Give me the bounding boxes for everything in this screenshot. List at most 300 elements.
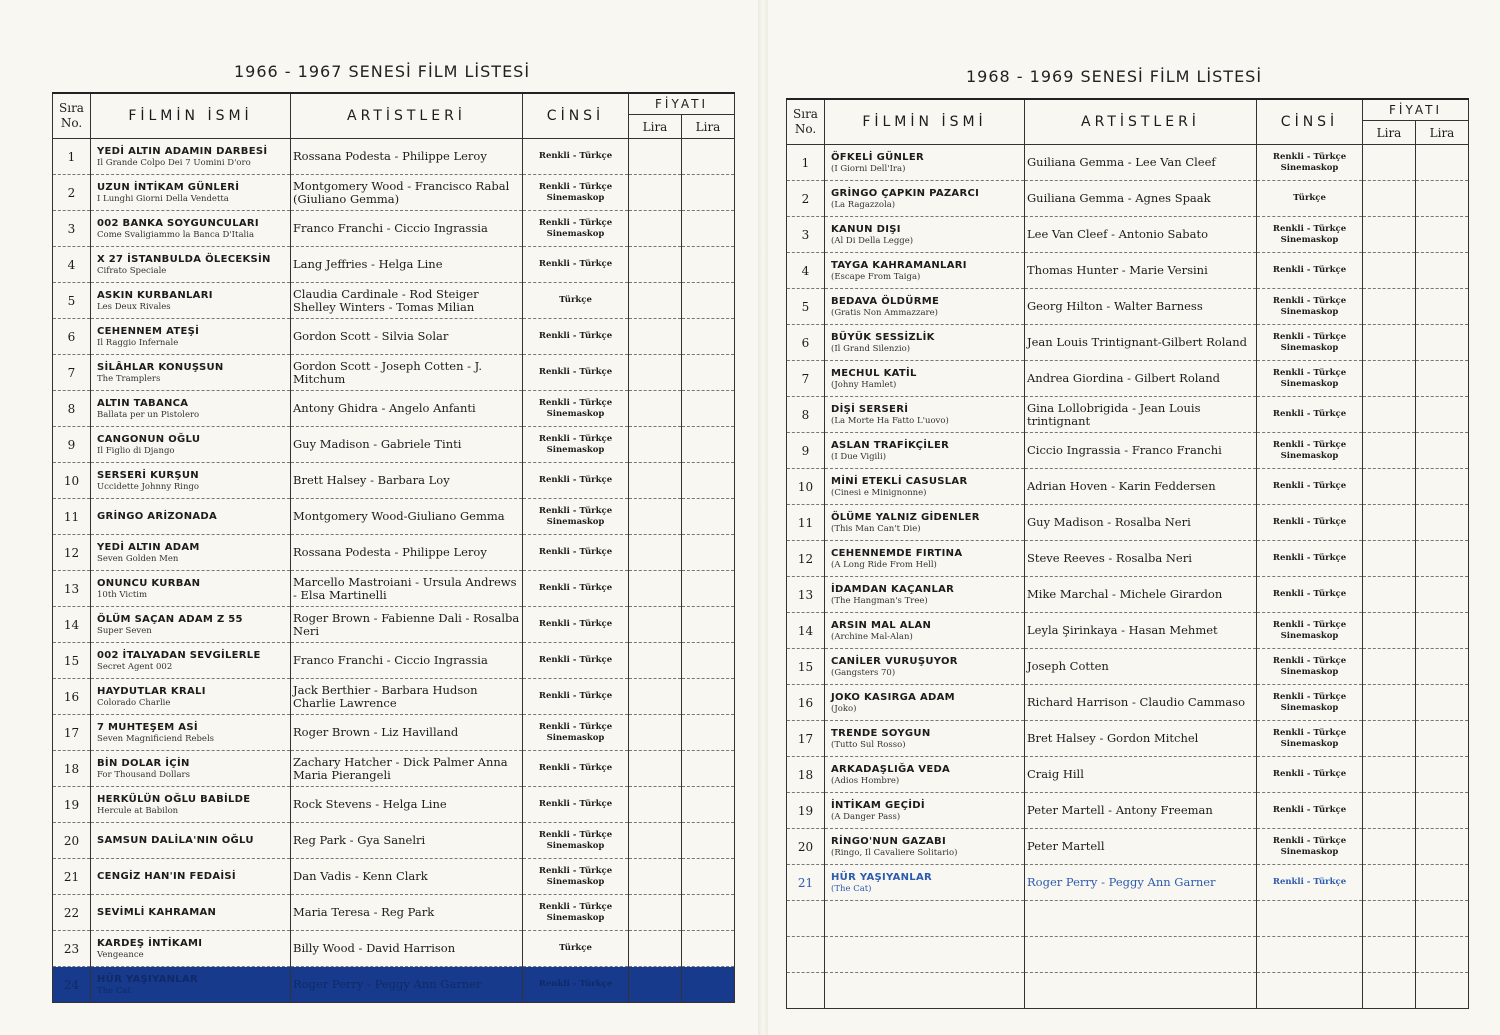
- film-type: Renkli - Türkçe: [1272, 295, 1347, 306]
- film-type: Renkli - Türkçe: [538, 763, 613, 773]
- film-title-cell: [91, 247, 291, 283]
- film-format: Sinemaskop: [546, 516, 605, 527]
- film-artists: Guiliana Gemma - Agnes Spaak: [1025, 181, 1257, 217]
- table-row: [53, 751, 735, 787]
- film-title: HÜR YAŞIYANLAR: [97, 973, 199, 985]
- price-cell: [682, 355, 735, 391]
- price-cell: [682, 535, 735, 571]
- film-type: Renkli - Türkçe: [538, 433, 613, 444]
- film-type: Renkli - Türkçe: [1272, 589, 1347, 599]
- price-cell: [1416, 541, 1469, 577]
- film-type: Renkli - Türkçe: [1272, 481, 1347, 491]
- row-number: 21: [787, 865, 825, 901]
- empty-cell: [1363, 973, 1416, 1009]
- film-title-cell: [825, 469, 1025, 505]
- table-row: [787, 901, 1469, 937]
- film-title: HERKÜLÜN OĞLU BABİLDE: [97, 793, 251, 805]
- film-title-cell: [91, 787, 291, 823]
- price-cell: [629, 391, 682, 427]
- price-cell: [1363, 469, 1416, 505]
- film-title-cell: [91, 643, 291, 679]
- table-row: [787, 721, 1469, 757]
- empty-cell: [787, 901, 825, 937]
- header-sira: Sıra: [59, 101, 84, 115]
- film-type: Renkli - Türkçe: [538, 691, 613, 701]
- film-title-cell: [825, 181, 1025, 217]
- film-title: 002 BANKA SOYGUNCULARI: [97, 217, 259, 229]
- film-artists: Antony Ghidra - Angelo Anfanti: [291, 391, 523, 427]
- table-row: [53, 139, 735, 175]
- film-type: Renkli - Türkçe: [538, 151, 613, 161]
- price-cell: [629, 931, 682, 967]
- row-number: 11: [787, 505, 825, 541]
- film-original-title: I Lunghi Giorni Della Vendetta: [97, 193, 229, 204]
- film-title-cell: [91, 319, 291, 355]
- film-type: Renkli - Türkçe: [1272, 769, 1347, 779]
- film-type-cell: [1257, 289, 1363, 325]
- price-cell: [1363, 361, 1416, 397]
- film-artists: Marcello Mastroiani - Ursula Andrews - Elsa Martinelli: [291, 571, 523, 607]
- film-type-cell: [523, 607, 629, 643]
- row-number: 18: [53, 751, 91, 787]
- film-title-cell: [825, 433, 1025, 469]
- film-original-title: Seven Golden Men: [97, 553, 179, 564]
- film-original-title: (Joko): [831, 703, 857, 714]
- table-row: [53, 247, 735, 283]
- row-number: 5: [53, 283, 91, 319]
- film-original-title: Come Svaligiammo la Banca D'Italia: [97, 229, 255, 240]
- film-type: Renkli - Türkçe: [1272, 805, 1347, 815]
- price-cell: [1363, 253, 1416, 289]
- row-number: 19: [787, 793, 825, 829]
- header-no: No.: [60, 116, 83, 130]
- table-row: [787, 937, 1469, 973]
- row-number: 6: [53, 319, 91, 355]
- film-artists: Peter Martell: [1025, 829, 1257, 865]
- film-type: Renkli - Türkçe: [1272, 367, 1347, 378]
- film-title-cell: [91, 859, 291, 895]
- row-number: 14: [53, 607, 91, 643]
- film-type: Renkli - Türkçe: [1272, 331, 1347, 342]
- row-number: 8: [53, 391, 91, 427]
- film-type-cell: [1257, 829, 1363, 865]
- price-cell: [629, 823, 682, 859]
- price-cell: [629, 571, 682, 607]
- film-artists: Brett Halsey - Barbara Loy: [291, 463, 523, 499]
- film-original-title: (Ringo, Il Cavaliere Solitario): [831, 847, 958, 858]
- row-number: 5: [787, 289, 825, 325]
- row-number: 14: [787, 613, 825, 649]
- table-row: [53, 931, 735, 967]
- row-number: 13: [787, 577, 825, 613]
- table-row: [53, 283, 735, 319]
- header-cinsi: CİNSİ: [523, 93, 629, 139]
- right-table-body: [787, 145, 1469, 1009]
- price-cell: [1416, 469, 1469, 505]
- price-cell: [1416, 289, 1469, 325]
- price-cell: [1363, 397, 1416, 433]
- film-artists: Craig Hill: [1025, 757, 1257, 793]
- header-lira: Lira: [629, 115, 682, 139]
- film-original-title: Super Seven: [97, 625, 152, 636]
- price-cell: [1363, 325, 1416, 361]
- header-lira: Lira: [682, 115, 735, 139]
- film-title-cell: [825, 253, 1025, 289]
- price-cell: [682, 283, 735, 319]
- table-row: [53, 679, 735, 715]
- film-type: Renkli - Türkçe: [538, 397, 613, 408]
- film-original-title: Seven Magnificiend Rebels: [97, 733, 215, 744]
- film-title: MECHUL KATİL: [831, 367, 917, 379]
- row-number: 7: [53, 355, 91, 391]
- price-cell: [629, 751, 682, 787]
- film-format: Sinemaskop: [546, 912, 605, 923]
- row-number: 2: [787, 181, 825, 217]
- row-number: 4: [53, 247, 91, 283]
- film-type-cell: [523, 571, 629, 607]
- empty-cell: [1025, 973, 1257, 1009]
- film-title: CEHENNEM ATEŞİ: [97, 325, 200, 337]
- film-title: SAMSUN DALİLA'NIN OĞLU: [97, 834, 254, 846]
- price-cell: [1363, 505, 1416, 541]
- film-type-cell: [1257, 793, 1363, 829]
- table-row: [53, 787, 735, 823]
- film-type-cell: [1257, 181, 1363, 217]
- film-type: Renkli - Türkçe: [538, 217, 613, 228]
- film-format: Sinemaskop: [1280, 450, 1339, 461]
- table-row: [787, 253, 1469, 289]
- film-title-cell: [91, 967, 291, 1003]
- film-type-cell: [1257, 577, 1363, 613]
- film-original-title: (Archine Mal-Alan): [831, 631, 913, 642]
- film-original-title: (Cinesi e Minignonne): [831, 487, 927, 498]
- film-type-cell: [523, 535, 629, 571]
- row-number: 23: [53, 931, 91, 967]
- film-format: Sinemaskop: [546, 408, 605, 419]
- header-sira: Sıra: [793, 107, 818, 121]
- table-row: [53, 427, 735, 463]
- film-title: SERSERİ KURŞUN: [97, 469, 199, 481]
- film-artists: Roger Brown - Fabienne Dali - Rosalba Neri: [291, 607, 523, 643]
- row-number: 19: [53, 787, 91, 823]
- film-title: CANGONUN OĞLU: [97, 433, 201, 445]
- film-type-cell: [523, 931, 629, 967]
- film-title: HAYDUTLAR KRALI: [97, 685, 206, 697]
- film-artists: Rossana Podesta - Philippe Leroy: [291, 535, 523, 571]
- right-film-table: [786, 98, 1469, 1009]
- table-row: [53, 715, 735, 751]
- film-type-cell: [1257, 541, 1363, 577]
- table-row: [787, 685, 1469, 721]
- film-original-title: (This Man Can't Die): [831, 523, 921, 534]
- film-original-title: (Gangsters 70): [831, 667, 896, 678]
- film-title: ARKADAŞLIĞA VEDA: [831, 763, 951, 775]
- price-cell: [1363, 613, 1416, 649]
- empty-cell: [787, 973, 825, 1009]
- film-title: 7 MUHTEŞEM ASİ: [97, 721, 198, 733]
- film-type: Renkli - Türkçe: [538, 721, 613, 732]
- price-cell: [1363, 793, 1416, 829]
- film-type-cell: [523, 463, 629, 499]
- film-type-cell: [1257, 433, 1363, 469]
- film-type: Renkli - Türkçe: [538, 367, 613, 377]
- film-type: Renkli - Türkçe: [538, 865, 613, 876]
- film-title-cell: [825, 649, 1025, 685]
- film-title-cell: [91, 211, 291, 247]
- empty-cell: [1363, 901, 1416, 937]
- row-number: 15: [787, 649, 825, 685]
- header-lira: Lira: [1363, 121, 1416, 145]
- film-format: Sinemaskop: [546, 192, 605, 203]
- row-number: 22: [53, 895, 91, 931]
- film-artists: Jack Berthier - Barbara Hudson Charlie Lawrence: [291, 679, 523, 715]
- film-title-cell: [91, 571, 291, 607]
- film-type: Renkli - Türkçe: [538, 547, 613, 557]
- film-title: CENGİZ HAN'IN FEDAİSİ: [97, 870, 236, 882]
- price-cell: [629, 859, 682, 895]
- film-title-cell: [825, 541, 1025, 577]
- film-title: TAYGA KAHRAMANLARI: [831, 259, 967, 271]
- price-cell: [1416, 757, 1469, 793]
- film-artists: Lee Van Cleef - Antonio Sabato: [1025, 217, 1257, 253]
- film-format: Sinemaskop: [1280, 846, 1339, 857]
- film-format: Sinemaskop: [1280, 342, 1339, 353]
- header-cinsi: CİNSİ: [1257, 99, 1363, 145]
- price-cell: [1416, 253, 1469, 289]
- film-original-title: Il Grande Colpo Dei 7 Uomini D'oro: [97, 157, 251, 168]
- film-title-cell: [91, 607, 291, 643]
- row-number: 1: [53, 139, 91, 175]
- film-original-title: (Tutto Sul Rosso): [831, 739, 906, 750]
- header-film-name: FİLMİN İSMİ: [91, 93, 291, 139]
- film-original-title: (La Ragazzola): [831, 199, 896, 210]
- film-artists: Guy Madison - Rosalba Neri: [1025, 505, 1257, 541]
- film-artists: Rossana Podesta - Philippe Leroy: [291, 139, 523, 175]
- film-artists: Richard Harrison - Claudio Cammaso: [1025, 685, 1257, 721]
- film-format: Sinemaskop: [1280, 378, 1339, 389]
- table-row: [787, 505, 1469, 541]
- header-sira-no: [787, 99, 825, 145]
- row-number: 16: [53, 679, 91, 715]
- film-artists: Steve Reeves - Rosalba Neri: [1025, 541, 1257, 577]
- film-type-cell: [1257, 397, 1363, 433]
- film-type-cell: [523, 895, 629, 931]
- film-type-cell: [523, 643, 629, 679]
- film-type-cell: [523, 139, 629, 175]
- film-title-cell: [825, 145, 1025, 181]
- film-original-title: (Gratis Non Ammazzare): [831, 307, 938, 318]
- price-cell: [1363, 721, 1416, 757]
- film-type: Renkli - Türkçe: [538, 583, 613, 593]
- film-original-title: (The Hangman's Tree): [831, 595, 928, 606]
- film-original-title: Les Deux Rivales: [97, 301, 171, 312]
- row-number: 10: [53, 463, 91, 499]
- film-original-title: (The Cat): [831, 883, 872, 894]
- film-format: Sinemaskop: [546, 876, 605, 887]
- table-row: [53, 319, 735, 355]
- film-original-title: Il Figlio di Django: [97, 445, 175, 456]
- row-number: 20: [787, 829, 825, 865]
- row-number: 3: [787, 217, 825, 253]
- film-original-title: Hercule at Babilon: [97, 805, 179, 816]
- film-type: Türkçe: [559, 295, 592, 305]
- film-title: ÖLÜM SAÇAN ADAM Z 55: [97, 613, 243, 625]
- film-type-cell: [1257, 757, 1363, 793]
- row-number: 4: [787, 253, 825, 289]
- price-cell: [629, 175, 682, 211]
- table-row: [787, 145, 1469, 181]
- film-format: Sinemaskop: [1280, 234, 1339, 245]
- film-artists: Bret Halsey - Gordon Mitchel: [1025, 721, 1257, 757]
- row-number: 10: [787, 469, 825, 505]
- row-number: 2: [53, 175, 91, 211]
- film-type: Renkli - Türkçe: [1272, 409, 1347, 419]
- empty-cell: [825, 973, 1025, 1009]
- film-original-title: (Johny Hamlet): [831, 379, 897, 390]
- table-row: [787, 217, 1469, 253]
- film-artists: Gina Lollobrigida - Jean Louis trintignant: [1025, 397, 1257, 433]
- film-artists: Franco Franchi - Ciccio Ingrassia: [291, 643, 523, 679]
- price-cell: [682, 211, 735, 247]
- film-type-cell: [1257, 721, 1363, 757]
- header-film-name: FİLMİN İSMİ: [825, 99, 1025, 145]
- film-format: Sinemaskop: [546, 444, 605, 455]
- film-title: JOKO KASIRGA ADAM: [831, 691, 955, 703]
- price-cell: [629, 211, 682, 247]
- film-artists: Thomas Hunter - Marie Versini: [1025, 253, 1257, 289]
- film-title: YEDİ ALTIN ADAMIN DARBESİ: [97, 145, 268, 157]
- table-row: [53, 535, 735, 571]
- film-artists: Jean Louis Trintignant-Gilbert Roland: [1025, 325, 1257, 361]
- table-row: [53, 607, 735, 643]
- table-row: [787, 577, 1469, 613]
- film-title-cell: [825, 757, 1025, 793]
- film-artists: Gordon Scott - Joseph Cotten - J. Mitchum: [291, 355, 523, 391]
- film-title: ASKIN KURBANLARI: [97, 289, 213, 301]
- film-type: Renkli - Türkçe: [538, 655, 613, 665]
- film-type-cell: [1257, 361, 1363, 397]
- film-title-cell: [91, 823, 291, 859]
- price-cell: [682, 751, 735, 787]
- film-format: Sinemaskop: [1280, 162, 1339, 173]
- film-type: Türkçe: [1293, 193, 1326, 203]
- empty-cell: [787, 937, 825, 973]
- price-cell: [629, 895, 682, 931]
- table-row: [53, 391, 735, 427]
- price-cell: [682, 715, 735, 751]
- table-row: [787, 181, 1469, 217]
- film-title: KANUN DIŞI: [831, 223, 901, 235]
- price-cell: [629, 355, 682, 391]
- film-type-cell: [523, 859, 629, 895]
- film-artists: Joseph Cotten: [1025, 649, 1257, 685]
- film-title-cell: [825, 325, 1025, 361]
- price-cell: [629, 643, 682, 679]
- price-cell: [1416, 721, 1469, 757]
- price-cell: [629, 139, 682, 175]
- row-number: 13: [53, 571, 91, 607]
- row-number: 11: [53, 499, 91, 535]
- film-title: CEHENNEMDE FIRTINA: [831, 547, 963, 559]
- price-cell: [629, 535, 682, 571]
- row-number: 21: [53, 859, 91, 895]
- film-title: ASLAN TRAFİKÇİLER: [831, 439, 950, 451]
- film-type: Renkli - Türkçe: [538, 331, 613, 341]
- price-cell: [682, 175, 735, 211]
- price-cell: [1363, 433, 1416, 469]
- film-original-title: (I Giorni Dell'Ira): [831, 163, 906, 174]
- film-title-cell: [825, 793, 1025, 829]
- film-artists: Leyla Şirinkaya - Hasan Mehmet: [1025, 613, 1257, 649]
- film-artists: Mike Marchal - Michele Girardon: [1025, 577, 1257, 613]
- film-type: Renkli - Türkçe: [1272, 553, 1347, 563]
- price-cell: [1363, 649, 1416, 685]
- film-artists: Ciccio Ingrassia - Franco Franchi: [1025, 433, 1257, 469]
- film-type: Renkli - Türkçe: [1272, 619, 1347, 630]
- film-type-cell: [523, 751, 629, 787]
- film-type: Renkli - Türkçe: [538, 181, 613, 192]
- film-title-cell: [825, 361, 1025, 397]
- row-number: 24: [53, 967, 91, 1003]
- film-title-cell: [825, 397, 1025, 433]
- film-type-cell: [523, 319, 629, 355]
- table-row: [787, 541, 1469, 577]
- film-title: SEVİMLİ KAHRAMAN: [97, 906, 217, 918]
- price-cell: [1416, 613, 1469, 649]
- price-cell: [1416, 649, 1469, 685]
- film-artists: Maria Teresa - Reg Park: [291, 895, 523, 931]
- film-title: SİLÂHLAR KONUŞSUN: [97, 361, 224, 373]
- row-number: 9: [53, 427, 91, 463]
- table-row: [787, 433, 1469, 469]
- empty-cell: [1257, 973, 1363, 1009]
- table-row: [787, 793, 1469, 829]
- film-type-cell: [1257, 469, 1363, 505]
- film-title: GRİNGO ÇAPKIN PAZARCI: [831, 187, 980, 199]
- header-no: No.: [794, 122, 817, 136]
- film-title: UZUN İNTİKAM GÜNLERİ: [97, 181, 240, 193]
- film-original-title: Colorado Charlie: [97, 697, 171, 708]
- table-row: [53, 859, 735, 895]
- film-type: Renkli - Türkçe: [1272, 223, 1347, 234]
- film-original-title: (Il Grand Silenzio): [831, 343, 911, 354]
- film-type: Renkli - Türkçe: [538, 901, 613, 912]
- price-cell: [1416, 685, 1469, 721]
- film-type-cell: [523, 499, 629, 535]
- film-title-cell: [825, 721, 1025, 757]
- right-page-title: 1968 - 1969 SENESİ FİLM LİSTESİ: [966, 67, 1263, 86]
- film-type: Renkli - Türkçe: [1272, 655, 1347, 666]
- film-title: ÖLÜME YALNIZ GİDENLER: [831, 511, 980, 523]
- price-cell: [1363, 217, 1416, 253]
- film-title: BEDAVA ÖLDÜRME: [831, 295, 940, 307]
- film-type: Türkçe: [559, 943, 592, 953]
- empty-cell: [1025, 901, 1257, 937]
- row-number: 15: [53, 643, 91, 679]
- table-row: [53, 175, 735, 211]
- film-original-title: Vengeance: [97, 949, 144, 960]
- price-cell: [682, 931, 735, 967]
- film-original-title: (Al Di Della Legge): [831, 235, 914, 246]
- film-title: YEDİ ALTIN ADAM: [97, 541, 200, 553]
- film-artists: Montgomery Wood-Giuliano Gemma: [291, 499, 523, 535]
- film-title: ONUNCU KURBAN: [97, 577, 201, 589]
- film-artists: Guy Madison - Gabriele Tinti: [291, 427, 523, 463]
- film-original-title: For Thousand Dollars: [97, 769, 190, 780]
- film-type-cell: [523, 715, 629, 751]
- film-type-cell: [523, 967, 629, 1003]
- price-cell: [682, 391, 735, 427]
